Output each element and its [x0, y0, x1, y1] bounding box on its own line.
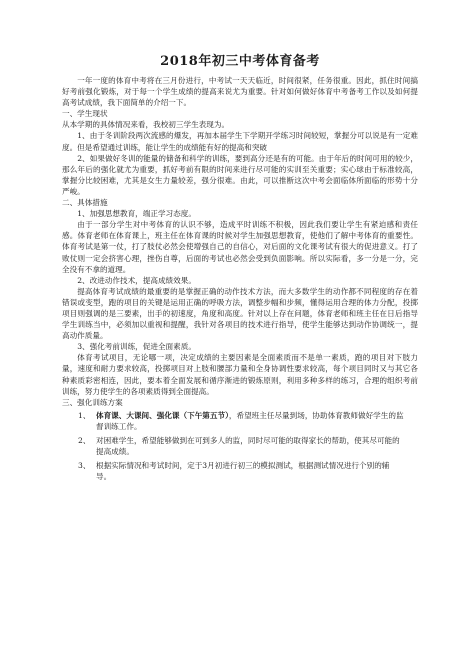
section-3-heading: 三、强化训练方案 — [62, 397, 123, 407]
measure-2-heading: 2、改进动作技术，提高成绩效果。 — [77, 275, 196, 285]
measure-1-heading: 1、加强思想教育，端正学习态度。 — [77, 209, 196, 219]
list-item-text: 对困难学生，希望能够做到在可到多人的监，同时尽可能的取得家长的帮助，使其尽可能的提高成绩。 — [96, 436, 400, 457]
measure-1-body: 由于一部分学生对中考体育的认识不够，造成平时训练不积极，因此我们要让学生有紧迫感和责任感。体育老师在体育课上，班主任在体育课的时候对学生加强思想教育，使他们了解中考体育的重要性。体育考试是第一仗，打了肢仗必然会使增强自己的自信心，对后面的文化课考试有很大的促进意义。打了败仗则一定会挤害心理，挫伤自尊，后面的考试也必然会受到负面影响。所以实际看，多一分是一分，完全没有不拿的道理。 — [62, 220, 418, 274]
document-title: 2018年初三中考体育备考 — [160, 54, 320, 69]
measure-3-heading: 3、强化考前训练，促进全面素质。 — [77, 342, 196, 352]
section-1-heading: 一、学生现状 — [62, 109, 108, 119]
intro-paragraph: 一年一度的体育中考将在三月份进行，中考试一天天临近，时间很紧，任务很重。因此，抓住时间搞好考前强化锻炼，对于每一个学生成绩的提高来说尤为重要。针对如何做好体育中考备考工作以及如何提高考试成绩，我下面简单的介绍一下。 — [62, 76, 418, 108]
list-item — [62, 435, 418, 457]
section-1-paragraph-2: 1、由于冬训阶段两次流感的爆发，再加本届学生下学期开学练习时间较短，掌握分可以说是有一定难度。但是希望通过训练，能让学生的成绩能有好的提高和突破 — [62, 131, 418, 152]
list-item — [62, 460, 418, 482]
section-1-paragraph-1: 从本学期的具体情况来看，我校初三学生表现为。 — [62, 120, 230, 130]
list-item-text: 根据实际情况和考试时间，定于3月初进行初三的模拟测试，根据测试情况进行个别的辅导。 — [96, 461, 390, 482]
training-plan-list — [62, 410, 418, 483]
measure-2-body: 提高体育考试成绩的最重要的是掌握正确的动作技术方法，而大多数学生的动作都不同程度的存在着错误或变型，跑的项目的关键是运用正确的呼吸方法，调整步幅和步频，懂得运用合理的体力分配，投掷项目则强调的是三要素，出手的初速度，角度和高度。针对以上存在问题，体育老师和班主任在日后指导学生训练当中，必须加以重视和提醒，我针对各项目的技术进行指导，使学生能够达到动作协调统一，提高动作质量。 — [62, 286, 418, 341]
list-item-bold-text: 体育课、大课间、强化课（下午第五节） — [96, 410, 229, 420]
section-1-paragraph-3: 2、如果做好冬训的能量的储备和科学的训练，要到高分还是有的可能。由于年后的时间可用的较少，那么年后的强化就尤为重要，抓好考前有限的时间来进行尽可能的实训至关重要；实心球由于标准较高，掌握分比较困难，尤其是女生力量较差，强分很难。由此，可以推断这次中考会面临体所面临的形势十分严峻。 — [62, 153, 418, 196]
list-item — [62, 410, 418, 432]
list-item-number: 3、 — [78, 461, 91, 471]
list-item-number: 1、 — [78, 410, 91, 420]
measure-3-body: 体育考试项目，无论哪一项，决定成绩的主要因素是全面素质而不是单一素质，跑的项目对下肢力量，速度和耐力要求较高，投掷项目对上肢和腰部力量和全身协调性要求较高，每个项目同时又与其它各种素质彩密相连，因此，要本着全面发展和循序渐进的锻炼原则，利用多种多样的练习，合理的组织考前训练，努力使学生的各项素质得到全面提高。 — [62, 353, 418, 396]
section-2-heading: 二、具体措施 — [62, 198, 108, 208]
list-item-number: 2、 — [78, 436, 91, 445]
list-item-text: ，希望班主任尽量到场，协助体育教师做好学生的监督训练工作。 — [96, 410, 404, 431]
